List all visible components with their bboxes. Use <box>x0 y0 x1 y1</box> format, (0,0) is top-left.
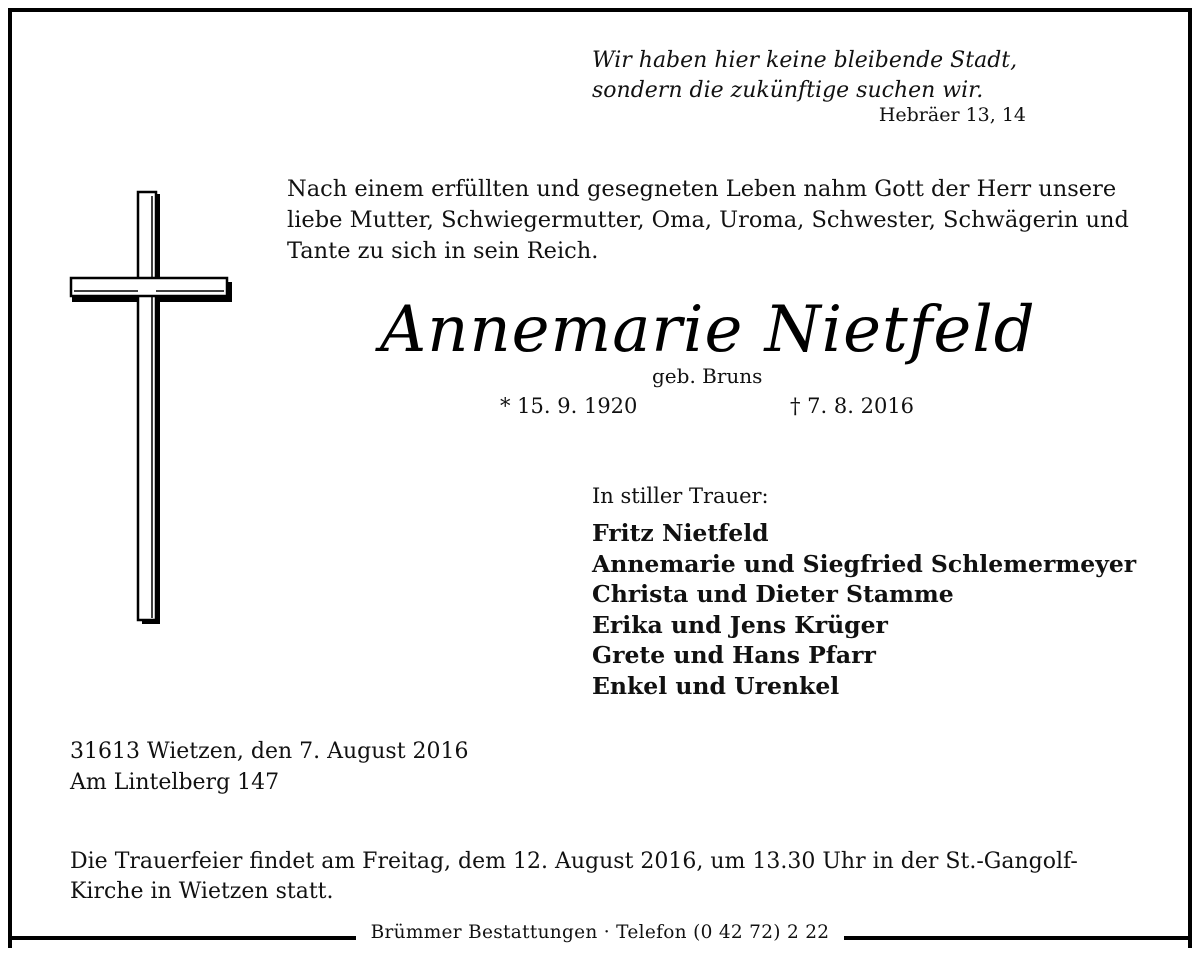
quote-reference: Hebräer 13, 14 <box>878 104 1026 126</box>
funeral-notice <box>70 847 1160 907</box>
place-and-address <box>70 736 469 798</box>
intro-line-3: Tante zu sich in sein Reich. <box>287 238 599 264</box>
birth-name: geb. Bruns <box>652 364 763 388</box>
mourner-name: Grete und Hans Pfarr <box>592 641 876 669</box>
quote-line-2: sondern die zukünftige suchen wir. <box>592 78 984 103</box>
funeral-line-1: Die Trauerfeier findet am Freitag, dem 12. August 2016, um 13.30 Uhr in der St.-Gangolf- <box>70 849 1078 874</box>
place-date: 31613 Wietzen, den 7. August 2016 <box>70 739 469 764</box>
intro-line-2: liebe Mutter, Schwiegermutter, Oma, Uroma, Schwester, Schwägerin und <box>287 207 1129 233</box>
mourner-name: Annemarie und Siegfried Schlemermeyer <box>592 549 1137 578</box>
deceased-name: Annemarie Nietfeld <box>380 293 1036 367</box>
quote-line-1: Wir haben hier keine bleibende Stadt, <box>592 48 1018 73</box>
footer-rule-right <box>844 936 1192 940</box>
birth-date: * 15. 9. 1920 <box>500 394 638 418</box>
mourner-name: Erika und Jens Krüger <box>592 610 888 639</box>
address: Am Lintelberg 147 <box>70 770 280 795</box>
mourner-name: Enkel und Urenkel <box>592 671 840 700</box>
intro-line-1: Nach einem erfüllten und gesegneten Leben nahm Gott der Herr unsere <box>287 176 1117 202</box>
death-date: † 7. 8. 2016 <box>790 394 915 418</box>
mourning-label: In stiller Trauer: <box>592 484 769 508</box>
mourner-name: Fritz Nietfeld <box>592 519 769 547</box>
mourners-list <box>592 518 1136 701</box>
footer-rule-left <box>8 936 356 940</box>
funeral-home-footer: Brümmer Bestattungen · Telefon (0 42 72) 2 22 <box>370 922 830 943</box>
bible-quote <box>592 46 1032 106</box>
cross-icon <box>68 190 234 626</box>
intro-text <box>287 174 1147 267</box>
mourner-name: Christa und Dieter Stamme <box>592 580 954 608</box>
funeral-line-2: Kirche in Wietzen statt. <box>70 879 334 904</box>
